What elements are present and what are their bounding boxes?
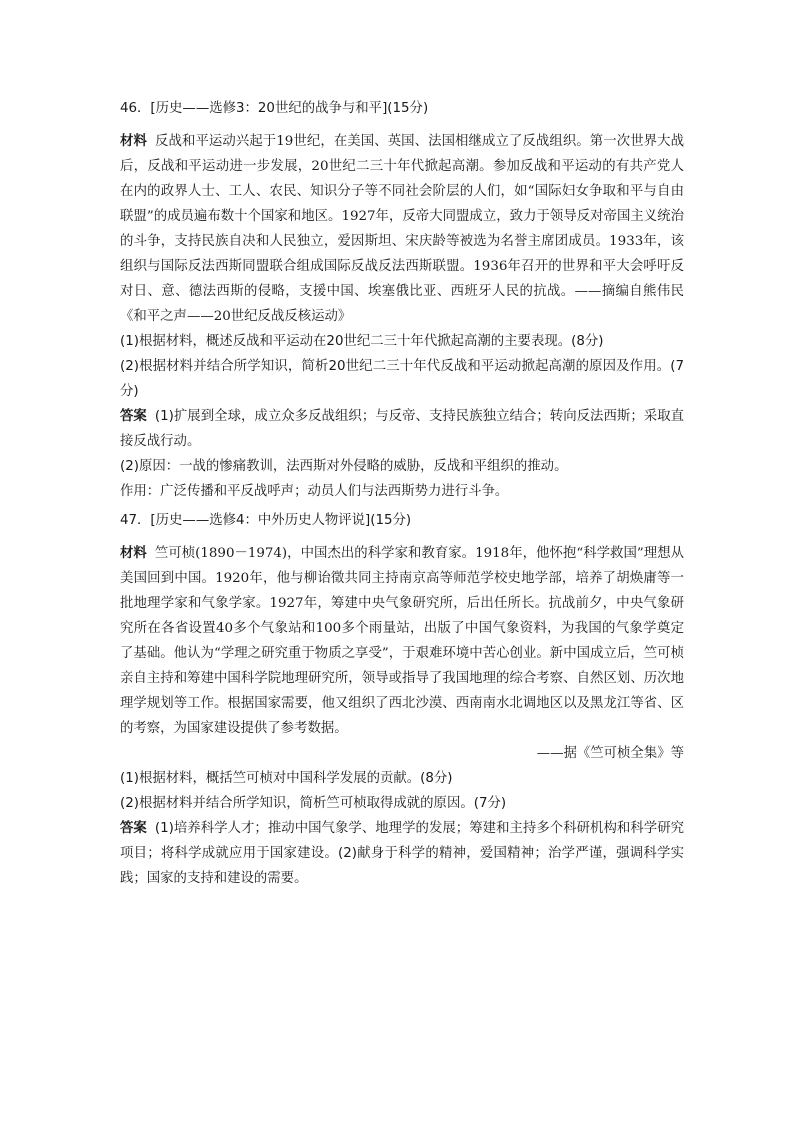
material-label: 材料: [120, 133, 147, 149]
question-46-part-2: (2)根据材料并结合所学知识，简析20世纪二三十年代反战和平运动掀起高潮的原因及作用。(7分): [120, 359, 684, 399]
question-47-part-2: (2)根据材料并结合所学知识，简析竺可桢取得成就的原因。(7分): [120, 796, 507, 811]
question-46-answer-2-reason: (2)原因：一战的惨痛教训，法西斯对外侵略的威胁，反战和平组织的推动。: [120, 459, 568, 474]
question-47-answer-text: (1)培养科学人才；推动中国气象学、地理学的发展；筹建和主持多个科研机构和科学研究项目；将科学成就应用于国家建设。(2)献身于科学的精神，爱国精神；治学严谨，强调科学实践；国家的支持和建设的需要。: [120, 821, 685, 886]
question-47-material-text: 竺可桢(1890－1974)，中国杰出的科学家和教育家。1918年，他怀抱“科学救国”理想从美国回到中国。1920年，他与柳诒徵共同主持南京高等师范学校史地学部，培养了胡焕庸等一批地理学家和气象学家。1927年，筹建中央气象研究所，后出任所长。抗战前夕，中央气象研究所在各省设置40多个气象站和100多个雨量站，出版了中国气象资料，为我国的气象学奠定了基础。他认为“学理之研究重于物质之享受”，于艰难环境中苦心创业。新中国成立后，竺可桢亲自主持和筹建中国科学院地理研究所，领导或指导了我国地理的综合考察、自然区划、历次地理学规划等工作。根据国家需要，他又组织了西北沙漠、西南南水北调地区以及黑龙江等省、区的考察，为国家建设提供了参考数据。: [120, 546, 685, 736]
question-46-heading: 46．[历史——选修3：20世纪的战争与和平](15分): [120, 101, 429, 116]
question-46-part-1: (1)根据材料，概述反战和平运动在20世纪二三十年代掀起高潮的主要表现。(8分): [120, 334, 604, 349]
question-47-source: ——据《竺可桢全集》等: [536, 746, 684, 761]
question-47-heading: 47．[历史——选修4：中外历史人物评说](15分): [120, 513, 412, 528]
question-47-part-1: (1)根据材料，概括竺可桢对中国科学发展的贡献。(8分): [120, 771, 453, 786]
material-label: 材料: [120, 545, 147, 561]
question-46-answer-1: (1)扩展到全球，成立众多反战组织；与反帝、支持民族独立结合；转向反法西斯；采取直接反战行动。: [120, 409, 685, 449]
question-47-answer: [120, 816, 684, 891]
question-47-material: [120, 541, 684, 741]
document-page: [120, 96, 684, 891]
question-46-material: [120, 129, 684, 329]
question-46-material-text: 反战和平运动兴起于19世纪，在美国、英国、法国相继成立了反战组织。第一次世界大战后，反战和平运动进一步发展，20世纪二三十年代掀起高潮。参加反战和平运动的有共产党人在内的政界人士、工人、农民、知识分子等不同社会阶层的人们，如“国际妇女争取和平与自由联盟”的成员遍布数十个国家和地区。1927年，反帝大同盟成立，致力于领导反对帝国主义统治的斗争，支持民族自决和人民独立，爱因斯坦、宋庆龄等被选为名誉主席团成员。1933年，该组织与国际反法西斯同盟联合组成国际反战反法西斯联盟。1936年召开的世界和平大会呼吁反对日、意、德法西斯的侵略，支援中国、埃塞俄比亚、西班牙人民的抗战。——摘编自熊伟民《和平之声——20世纪反战反核运动》: [120, 134, 684, 324]
answer-label: 答案: [120, 409, 147, 424]
question-46-answer-2-effect: 作用：广泛传播和平反战呼声；动员人们与法西斯势力进行斗争。: [120, 484, 509, 499]
question-46-answer: [120, 404, 684, 454]
answer-label: 答案: [120, 821, 147, 836]
